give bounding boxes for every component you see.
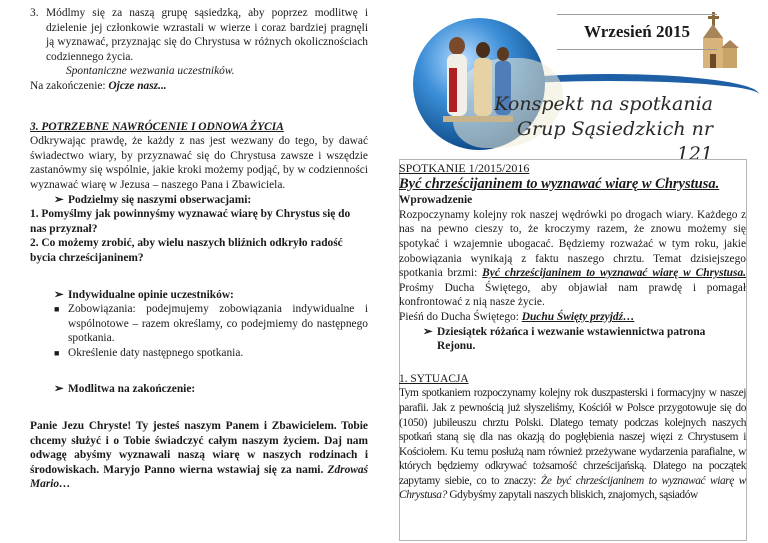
arrow-bullet-icon: ➢	[54, 288, 64, 301]
situation-paragraph	[399, 386, 746, 503]
bullet-text: Zobowiązania: podejmujemy zobowiązania indywidualne i wspólnotowe – razem określamy, co podejmiemy do następnego spotkania.	[68, 303, 368, 345]
final-prayer-end: Zdrowaś Mario…	[30, 463, 368, 491]
rosary-text: Dziesiątek różańca i wezwanie wstawiennictwa patrona Rejonu.	[437, 325, 706, 353]
closing-prayer: Ojcze nasz...	[108, 79, 167, 92]
intro-paragraph	[399, 208, 746, 310]
bullet-commitments	[30, 302, 368, 346]
prayer-intention-3	[30, 6, 368, 64]
header-graphic	[399, 0, 747, 165]
item-text: Módlmy się za naszą grupę sąsiedzką, aby poprzez modlitwę i dzielenie jej członkowie wzrastali w wierze i coraz bardziej pragnęli ją wyznawać, przyznając się do Chrystusa w różnych okolicznościach codziennego życia.	[46, 7, 368, 63]
section-3-title: 3. POTRZEBNE NAWRÓCENIE I ODNOWA ŻYCIA	[30, 120, 284, 133]
prayer-heading	[30, 382, 368, 397]
konspekt-line-1: Konspekt na spotkania	[494, 93, 713, 115]
bullet-next-date	[30, 346, 368, 361]
final-prayer	[30, 419, 368, 492]
opinions-heading	[30, 288, 368, 303]
situation-text: Tym spotkaniem rozpoczynamy kolejny rok duszpasterski i formacyjny w naszej parafii. Jak z pewnością już słyszeliśmy, Kościół w Polsce przygotowuje się do (1050) jubileuszu chrztu Polski. Dlatego tematy podczas kolejnych naszych spotkań staną się dla nas okazją do pogłębienia naszej więzi z Chrystusem i Kościołem. Ku temu posłużą nam również przeżywane wydarzenia parafialne, w których będziemy odkrywać tożsamość chrześcijańską. Dlatego na początek zapytamy siebie, co to znaczy:	[399, 387, 746, 487]
closing-prefix: Na zakończenie:	[30, 79, 109, 92]
hymn-title: Duchu Święty przyjdź…	[521, 310, 635, 323]
arrow-bullet-icon: ➢	[54, 193, 64, 206]
konspekt-title	[493, 92, 713, 167]
section-3-body: Odkrywając prawdę, że każdy z nas jest wezwany do tego, by dawać świadectwo wiary, by przyznawać się do Chrystusa zawsze i wszędzie zastanówmy się wspólnie, jakie kroki możemy podjąć, by w codzienności wyznawać wiarę w Jezusa – naszego Pana i Zbawiciela.	[30, 135, 368, 191]
square-bullet-icon: ■	[54, 304, 60, 315]
spontaneous-note: Spontaniczne wezwania uczestników.	[66, 65, 235, 78]
intro-text-1: Rozpoczynamy kolejny rok naszej wędrówki po drogach wiary. Każdego z nas na pewno cieszy to, że kroczymy razem, że znowu możemy się spotykać i wzajemnie ubogacać. Będziemy rozważać w tym roku, jakie zobowiązania wynikają z faktu naszego chrztu. Temat dzisiejszego spotkania brzmi:	[399, 208, 746, 280]
share-heading	[30, 193, 368, 208]
right-column	[399, 0, 747, 165]
situation-tail: Gdybyśmy zapytali naszych bliskich, znajomych, sąsiadów	[446, 489, 698, 502]
intro-label: Wprowadzenie	[399, 194, 473, 207]
question-2: 2. Co możemy zrobić, aby wielu naszych bliźnich odkryło radość bycia chrześcijaninem?	[30, 237, 343, 264]
closing-line	[30, 79, 368, 94]
rosary-item	[399, 325, 746, 354]
prayer-heading-text: Modlitwa na zakończenie:	[68, 383, 196, 396]
intro-text-2: Prośmy Ducha Świętego, aby objawiał nam prawdę i pomagał konfrontować z nią nasze życie.	[399, 281, 746, 309]
meeting-content	[399, 161, 746, 503]
meeting-number: SPOTKANIE 1/2015/2016	[399, 161, 530, 175]
hymn-prefix: Pieśń do Ducha Świętego:	[399, 310, 522, 323]
share-heading-text: Podzielmy się naszymi obserwacjami:	[68, 193, 252, 206]
arrow-bullet-icon: ➢	[423, 325, 433, 338]
arrow-bullet-icon: ➢	[54, 383, 64, 396]
item-number: 3.	[30, 7, 39, 19]
left-column	[30, 6, 368, 492]
meeting-title: Być chrześcijaninem to wyznawać wiarę w Chrystusa.	[399, 175, 720, 192]
date-banner: Wrzesień 2015	[557, 14, 717, 50]
question-1: 1. Pomyślmy jak powinnyśmy wyznawać wiarę by Chrystus się do nas przyznał?	[30, 208, 351, 235]
hymn-line	[399, 310, 746, 325]
konspekt-line-2: Grup Sąsiedzkich nr 121	[516, 118, 713, 165]
situation-title: 1. SYTUACJA	[399, 372, 469, 385]
square-bullet-icon: ■	[54, 347, 60, 358]
situation-question: Że być chrześcijaninem to wyznawać wiarę w Chrystusa?	[399, 474, 746, 502]
opinions-heading-text: Indywidualne opinie uczestników:	[68, 288, 234, 301]
bullet-text: Określenie daty następnego spotkania.	[68, 346, 244, 359]
final-prayer-text: Panie Jezu Chryste! Ty jesteś naszym Panem i Zbawicielem. Tobie chcemy służyć i o Tobie świadczyć całym naszym życiem. Daj nam odwagę abyśmy wyznawali naszą wiarę w naszych rodzinach i środowiskach. Maryjo Panno wierna wstawiaj się za nami.	[30, 420, 368, 476]
intro-theme: Być chrześcijaninem to wyznawać wiarę w Chrystusa.	[482, 267, 746, 280]
